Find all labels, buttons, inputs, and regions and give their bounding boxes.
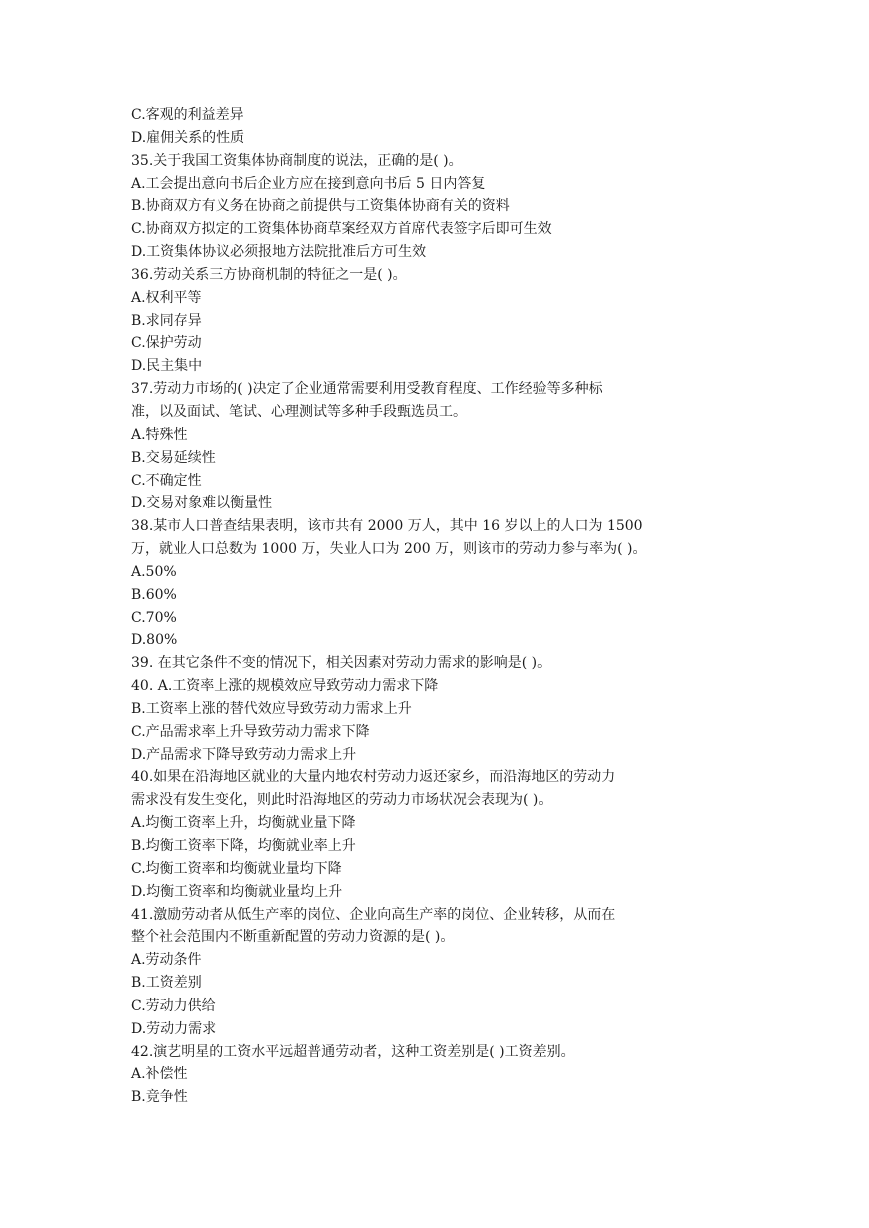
text-line: C.70% (131, 609, 177, 626)
text-line: 42.演艺明星的工资水平远超普通劳动者，这种工资差别是( )工资差别。 (131, 1043, 575, 1060)
text-line: 40. A.工资率上涨的规模效应导致劳动力需求下降 (131, 678, 439, 695)
text-line: C.均衡工资率和均衡就业量均下降 (131, 860, 342, 877)
text-line: B.工资差别 (131, 975, 202, 992)
text-line: D.均衡工资率和均衡就业量均上升 (131, 883, 343, 900)
text-line: D.交易对象难以衡量性 (131, 495, 273, 512)
text-line: C.产品需求率上升导致劳动力需求下降 (131, 723, 370, 740)
text-line: 38.某市人口普查结果表明，该市共有 2000 万人，其中 16 岁以上的人口为 1500 (131, 518, 643, 535)
document-body (131, 104, 751, 1109)
text-line: 万，就业人口总数为 1000 万，失业人口为 200 万，则该市的劳动力参与率为( )。 (131, 541, 647, 558)
text-line: D.雇佣关系的性质 (131, 129, 245, 146)
text-line: 40.如果在沿海地区就业的大量内地农村劳动力返还家乡，而沿海地区的劳动力 (131, 769, 616, 786)
text-line: 需求没有发生变化，则此时沿海地区的劳动力市场状况会表现为( )。 (131, 792, 553, 809)
text-line: A.补偿性 (131, 1066, 188, 1083)
text-line: A.均衡工资率上升，均衡就业量下降 (131, 815, 356, 832)
text-line: B.交易延续性 (131, 449, 216, 466)
text-line: B.均衡工资率下降，均衡就业率上升 (131, 838, 356, 854)
text-line: B.求同存异 (131, 312, 202, 329)
text-line: B.协商双方有义务在协商之前提供与工资集体协商有关的资料 (131, 198, 510, 215)
text-line: D.民主集中 (131, 358, 203, 375)
text-line: A.劳动条件 (131, 952, 202, 969)
text-line: D.80% (131, 632, 178, 649)
text-line: D.工资集体协议必须报地方法院批准后方可生效 (131, 244, 427, 261)
text-line: B.工资率上涨的替代效应导致劳动力需求上升 (131, 700, 412, 717)
text-line: 37.劳动力市场的( )决定了企业通常需要利用受教育程度、工作经验等多种标 (131, 381, 603, 398)
text-line: 36.劳动关系三方协商机制的特征之一是( )。 (131, 266, 407, 283)
text-line: C.不确定性 (131, 472, 202, 489)
text-line: A.工会提出意向书后企业方应在接到意向书后 5 日内答复 (131, 175, 486, 192)
text-line: C.客观的利益差异 (131, 107, 244, 123)
text-line: 41.激励劳动者从低生产率的岗位、企业向高生产率的岗位、企业转移，从而在 (131, 906, 616, 923)
text-line: D.产品需求下降导致劳动力需求上升 (131, 746, 357, 763)
text-line: A.权利平等 (131, 289, 202, 306)
text-line: A.50% (131, 563, 177, 580)
text-line: 准，以及面试、笔试、心理测试等多种手段甄选员工。 (131, 403, 467, 420)
text-line: C.保护劳动 (131, 335, 202, 352)
text-line: 整个社会范围内不断重新配置的劳动力资源的是( )。 (131, 929, 455, 946)
text-line: D.劳动力需求 (131, 1020, 217, 1037)
text-line: 39. 在其它条件不变的情况下，相关因素对劳动力需求的影响是( )。 (131, 655, 552, 672)
text-line: B.竞争性 (131, 1089, 188, 1106)
text-line: C.劳动力供给 (131, 997, 216, 1014)
text-line: A.特殊性 (131, 426, 188, 443)
text-line: 35.关于我国工资集体协商制度的说法，正确的是( )。 (131, 152, 463, 169)
text-line: C.协商双方拟定的工资集体协商草案经双方首席代表签字后即可生效 (131, 221, 552, 238)
text-line: B.60% (131, 586, 177, 603)
